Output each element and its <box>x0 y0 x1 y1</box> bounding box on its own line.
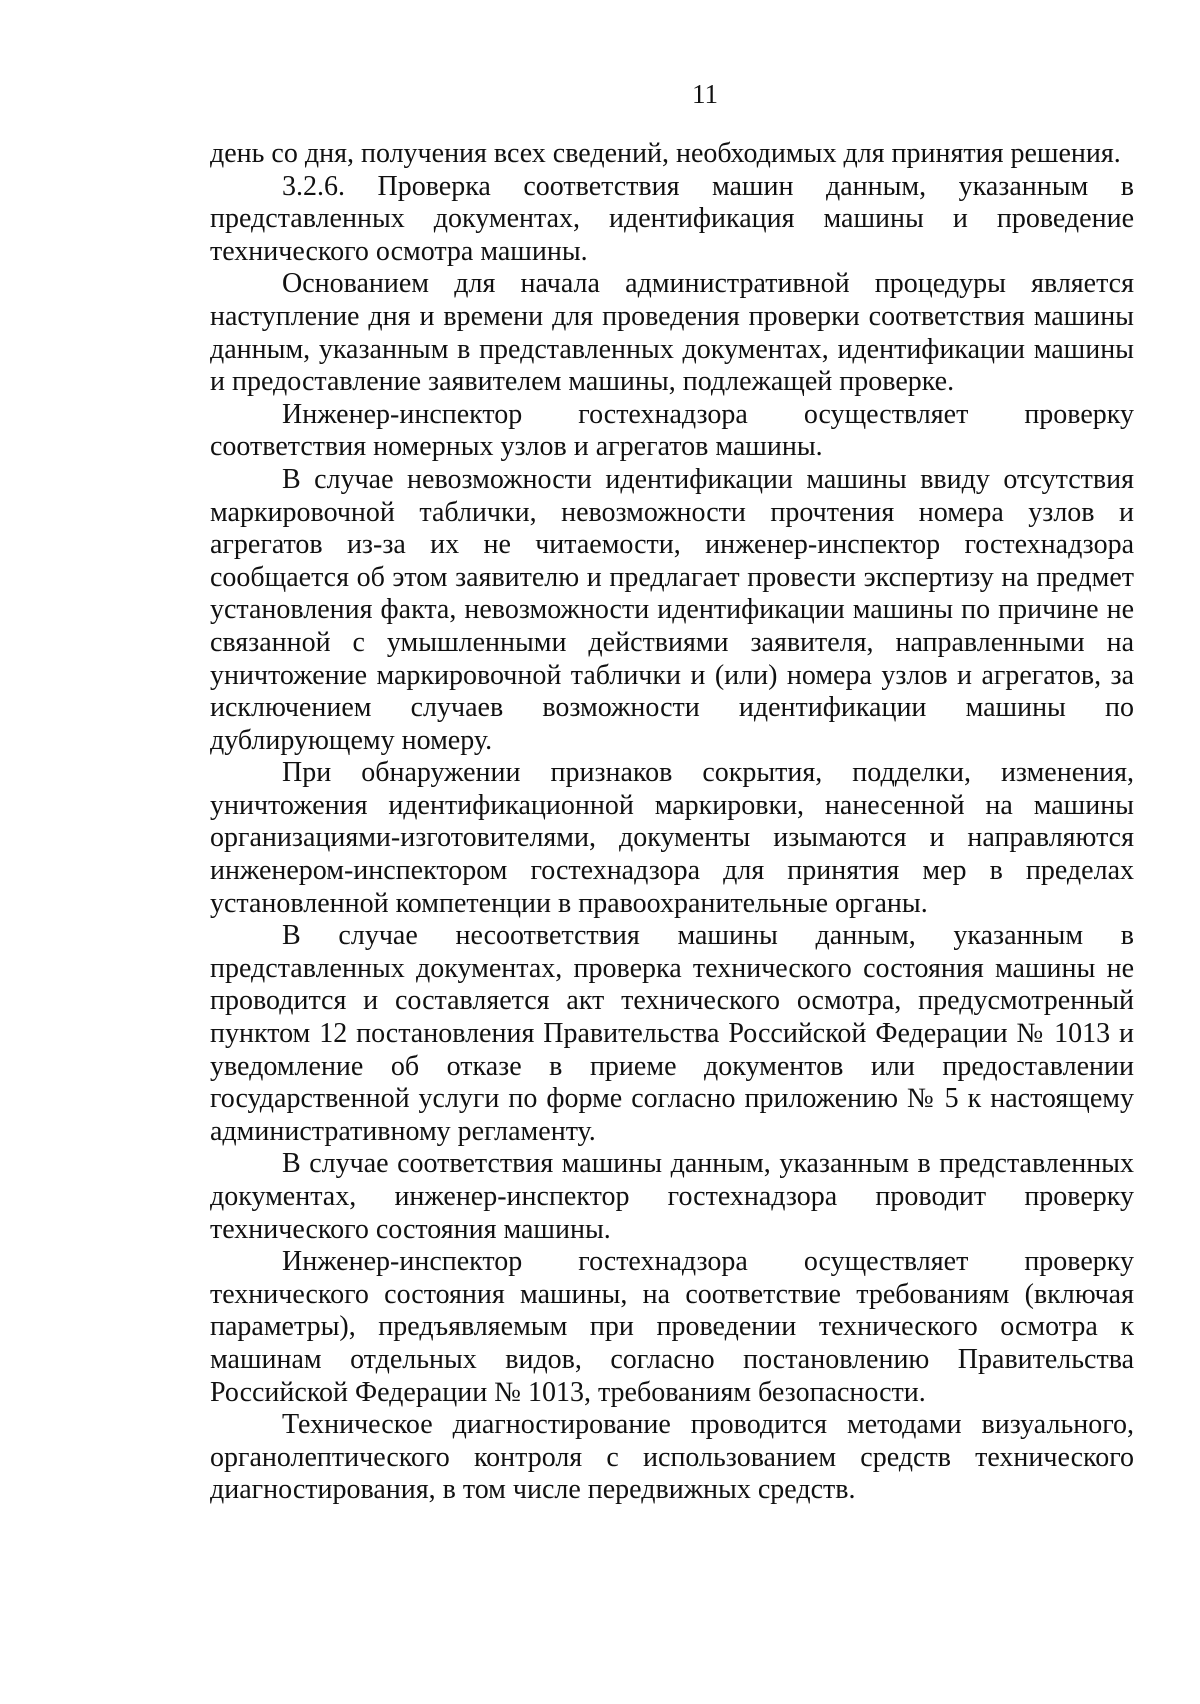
paragraph-tampering-signs: При обнаружении признаков сокрытия, подделки, изменения, уничтожения идентификационной маркировки, нанесенной на машины организациями-изготовителями, документы изымаются и направляются инженером-инспектором гостехнадзора для принятия мер в пределах установленной компетенции в правоохранительные органы. <box>210 757 1134 919</box>
paragraph-grounds: Основанием для начала административной процедуры является наступление дня и времени для проведения проверки соответствия машины данным, указанным в представленных документах, идентификации машины и предоставление заявителем машины, подлежащей проверке. <box>210 268 1134 398</box>
page-number: 11 <box>692 79 718 109</box>
document-body <box>210 138 1134 1507</box>
paragraph-identification-impossible: В случае невозможности идентификации машины ввиду отсутствия маркировочной таблички, невозможности прочтения номера узлов и агрегатов из-за их не читаемости, инженер-инспектор гостехнадзора сообщается об этом заявителю и предлагает провести экспертизу на предмет установления факта, невозможности идентификации машины по причине не связанной с умышленными действиями заявителя, направленными на уничтожение маркировочной таблички и (или) номера узлов и агрегатов, за исключением случаев возможности идентификации машины по дублирующему номеру. <box>210 463 1134 756</box>
paragraph-diagnostics: Техническое диагностирование проводится методами визуального, органолептического контроля с использованием средств технического диагностирования, в том числе передвижных средств. <box>210 1409 1134 1506</box>
paragraph-technical-check: Инженер-инспектор гостехнадзора осуществляет проверку технического состояния машины, на соответствие требованиям (включая параметры), предъявляемым при проведении технического осмотра к машинам отдельных видов, согласно постановлению Правительства Российской Федерации № 1013, требованиям безопасности. <box>210 1246 1134 1408</box>
paragraph-inspector-check: Инженер-инспектор гостехнадзора осуществляет проверку соответствия номерных узлов и агрегатов машины. <box>210 398 1134 463</box>
paragraph-mismatch: В случае несоответствия машины данным, указанным в представленных документах, проверка технического состояния машины не проводится и составляется акт технического осмотра, предусмотренный пунктом 12 постановления Правительства Российской Федерации № 1013 и уведомление об отказе в приеме документов или предоставлении государственной услуги по форме согласно приложению № 5 к настоящему административному регламенту. <box>210 920 1134 1147</box>
paragraph-continuation: день со дня, получения всех сведений, необходимых для принятия решения. <box>210 138 1121 169</box>
paragraph-match: В случае соответствия машины данным, указанным в представленных документах, инженер-инспектор гостехнадзора проводит проверку технического состояния машины. <box>210 1148 1134 1245</box>
paragraph-section-3-2-6: 3.2.6. Проверка соответствия машин данным, указанным в представленных документах, идентификация машины и проведение технического осмотра машины. <box>210 170 1134 267</box>
